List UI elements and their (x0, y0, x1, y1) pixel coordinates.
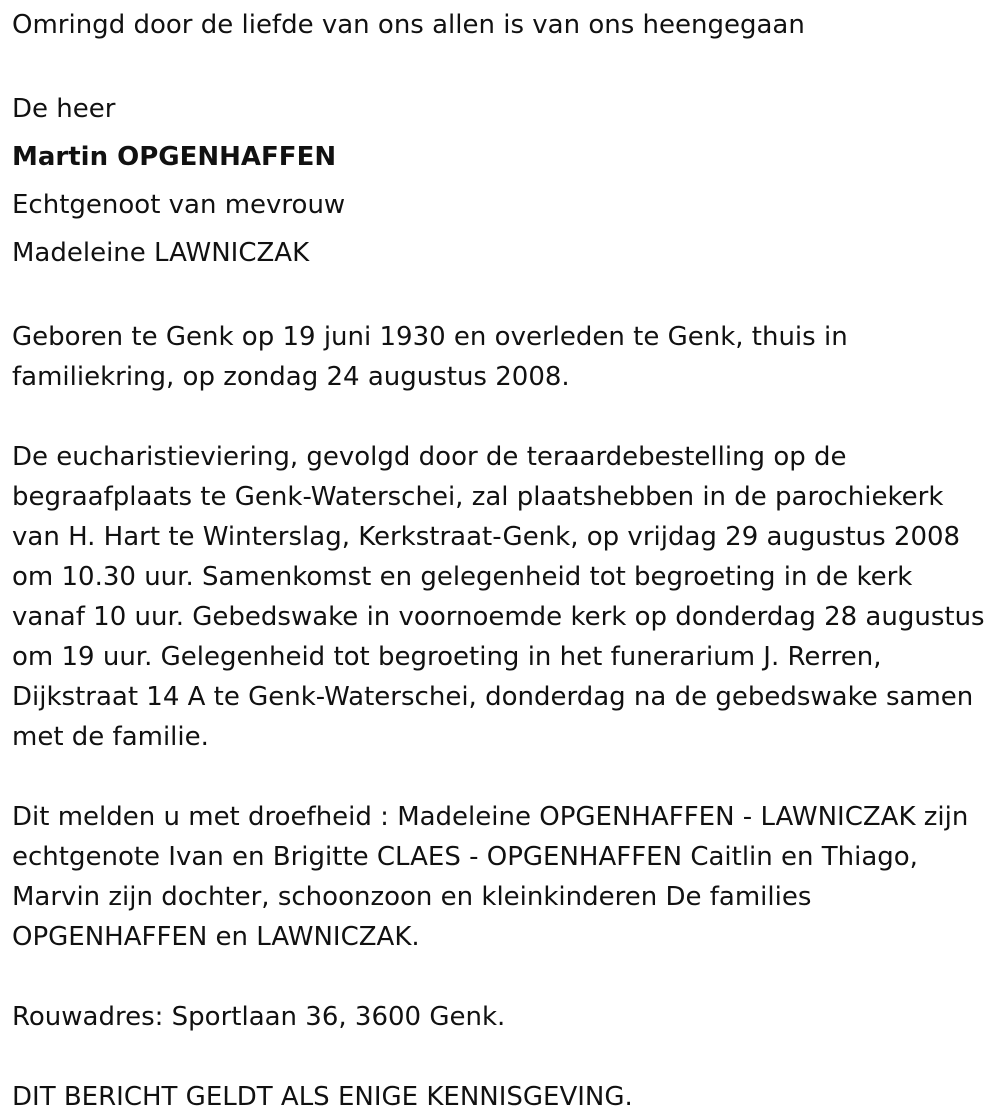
final-notice: DIT BERICHT GELDT ALS ENIGE KENNISGEVING. (12, 1082, 633, 1112)
intro-text: Omringd door de liefde van ons allen is van ons heengegaan (12, 10, 805, 40)
deceased-block (12, 85, 988, 277)
spouse-name: Madeleine LAWNICZAK (12, 238, 310, 268)
birth-death-paragraph: Geboren te Genk op 19 juni 1930 en overleden te Genk, thuis in familiekring, op zondag 24 augustus 2008. (12, 322, 848, 392)
family-paragraph: Dit melden u met droefheid : Madeleine OPGENHAFFEN - LAWNICZAK zijn echtgenote Ivan en Brigitte CLAES - OPGENHAFFEN Caitlin en Thiago, Marvin zijn dochter, schoonzoon en kleinkinderen De families OPGENHAFFEN en LAWNICZAK. (12, 802, 969, 952)
spouse-label: Echtgenoot van mevrouw (12, 190, 346, 220)
title-prefix: De heer (12, 94, 116, 124)
mourning-address: Rouwadres: Sportlaan 36, 3600 Genk. (12, 1002, 506, 1032)
ceremony-paragraph: De eucharistieviering, gevolgd door de teraardebestelling op de begraafplaats te Genk-Waterschei, zal plaatshebben in de parochiekerk van H. Hart te Winterslag, Kerkstraat-Genk, op vrijdag 29 augustus 2008 om 10.30 uur. Samenkomst en gelegenheid tot begroeting in de kerk vanaf 10 uur. Gebedswake in voornoemde kerk op donderdag 28 augustus om 19 uur. Gelegenheid tot begroeting in het funerarium J. Rerren, Dijkstraat 14 A te Genk-Waterschei, donderdag na de gebedswake samen met de familie. (12, 442, 985, 752)
spacer (12, 45, 988, 85)
deceased-name: Martin OPGENHAFFEN (12, 142, 337, 172)
